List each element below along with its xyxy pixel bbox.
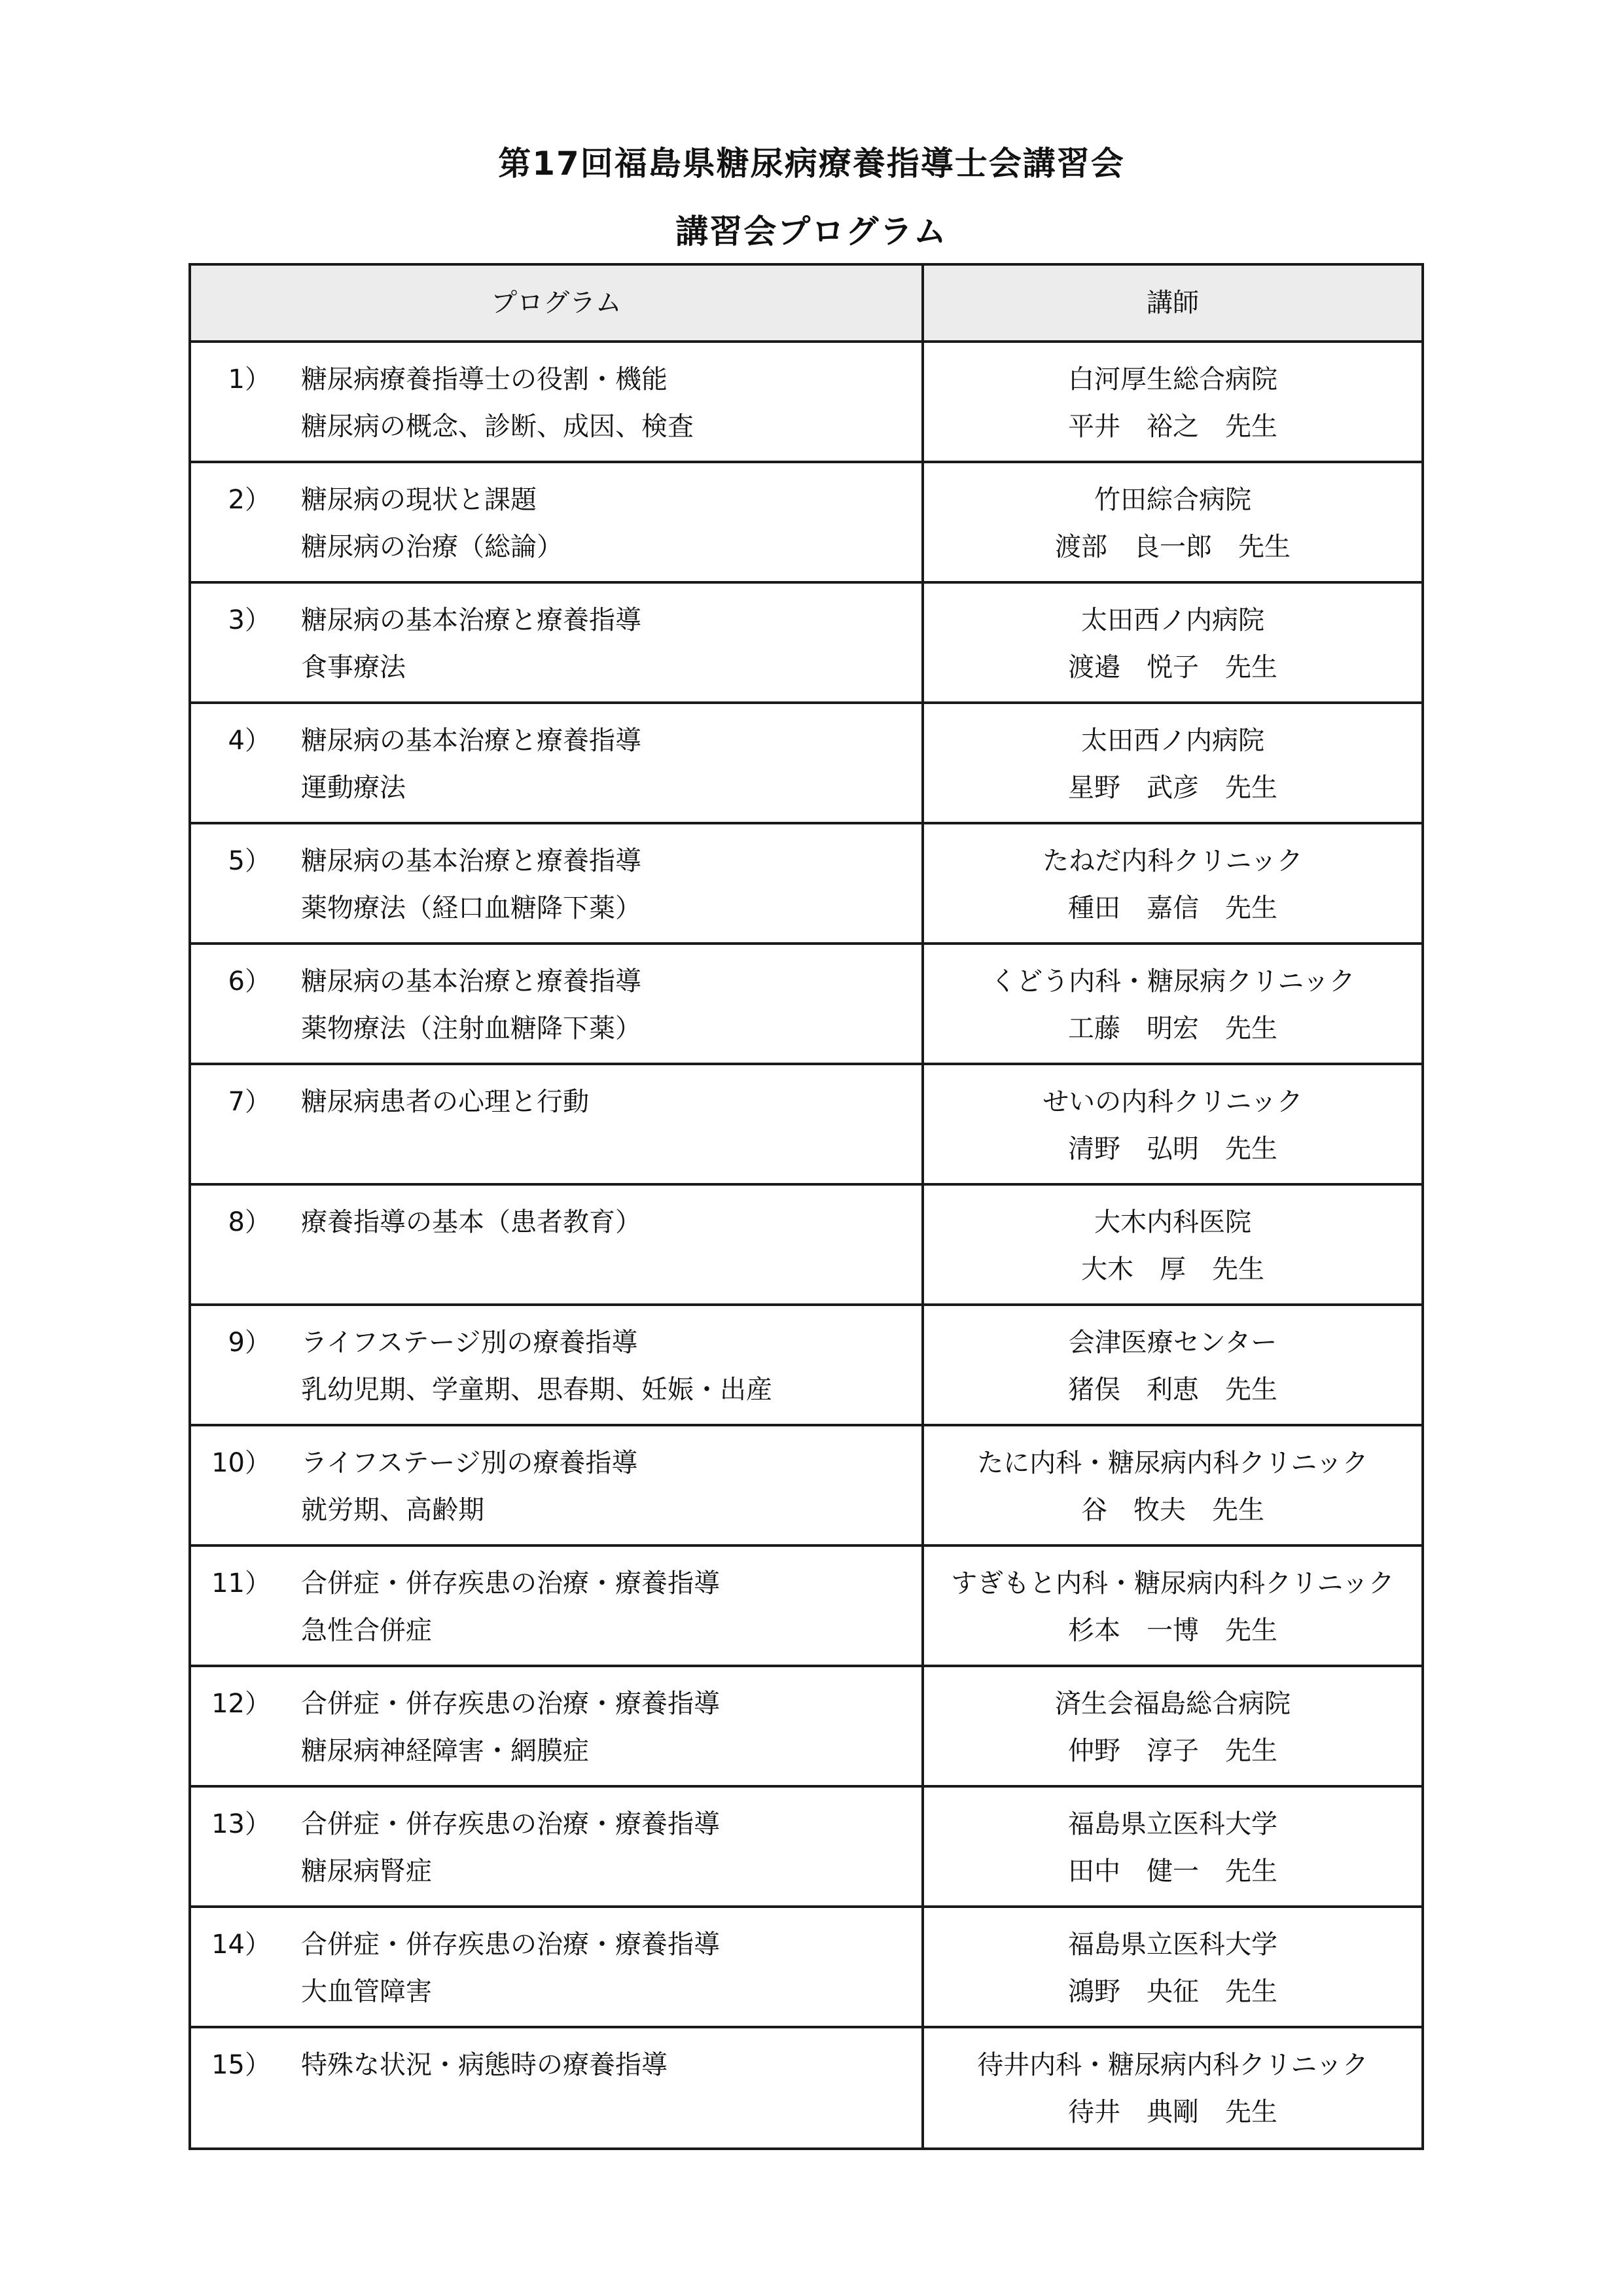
- document-title: 第17回福島県糖尿病療養指導士会講習会: [498, 145, 1125, 183]
- program-cell: [190, 2027, 923, 2149]
- program-topic-line1: ライフステージ別の療養指導: [301, 1328, 638, 1358]
- lecturer-name: 渡邉 悦子 先生: [1068, 652, 1277, 682]
- program-topic-line1: 合併症・併存疾患の治療・療養指導: [301, 1809, 720, 1839]
- lecturer-affiliation: 福島県立医科大学: [1068, 1930, 1277, 1960]
- program-cell: [190, 462, 923, 582]
- program-topic-line1: 療養指導の基本（患者教育）: [301, 1207, 641, 1237]
- lecturer-cell: [923, 823, 1423, 944]
- lecturer-cell: [923, 1425, 1423, 1545]
- lecturer-cell: [923, 944, 1423, 1064]
- table-row: [190, 703, 1423, 823]
- program-topic-line1: 合併症・併存疾患の治療・療養指導: [301, 1689, 720, 1719]
- program-number: 5）: [228, 846, 271, 876]
- program-number: 8）: [228, 1207, 271, 1237]
- lecturer-name: 大木 厚 先生: [1081, 1254, 1264, 1284]
- lecturer-affiliation: 待井内科・糖尿病内科クリニック: [977, 2050, 1368, 2080]
- program-number: 11）: [211, 1568, 271, 1598]
- lecturer-affiliation: 福島県立医科大学: [1068, 1809, 1277, 1839]
- table-header-row: [190, 264, 1423, 342]
- lecturer-affiliation: 太田西ノ内病院: [1081, 605, 1264, 635]
- lecturer-cell: [923, 582, 1423, 703]
- program-topic-line2: [301, 1246, 921, 1293]
- table-row: [190, 1425, 1423, 1545]
- lecturer-affiliation: 済生会福島総合病院: [1055, 1689, 1291, 1719]
- program-number: 12）: [211, 1689, 271, 1719]
- program-number: 4）: [228, 726, 271, 756]
- document-subtitle: 講習会プログラム: [675, 213, 948, 251]
- lecturer-affiliation: くどう内科・糖尿病クリニック: [990, 966, 1355, 997]
- program-topic-line2: 糖尿病の治療（総論）: [301, 532, 563, 562]
- lecturer-name: 渡部 良一郎 先生: [1055, 532, 1291, 562]
- program-cell: [190, 1786, 923, 1907]
- program-topic-line1: 合併症・併存疾患の治療・療養指導: [301, 1568, 720, 1598]
- table-row: [190, 582, 1423, 703]
- lecturer-name: 平井 裕之 先生: [1068, 412, 1277, 442]
- lecturer-affiliation: 大木内科医院: [1094, 1207, 1251, 1237]
- program-number: 10）: [211, 1448, 271, 1478]
- program-topic-line1: 糖尿病患者の心理と行動: [301, 1087, 589, 1117]
- program-topic-line2: [301, 2089, 921, 2136]
- program-topic-line2: 大血管障害: [301, 1977, 432, 2007]
- lecturer-cell: [923, 1184, 1423, 1305]
- lecturer-cell: [923, 703, 1423, 823]
- lecturer-affiliation: たねだ内科クリニック: [1043, 846, 1303, 876]
- program-cell: [190, 703, 923, 823]
- program-cell: [190, 1666, 923, 1786]
- lecturer-cell: [923, 1786, 1423, 1907]
- lecturer-cell: [923, 1064, 1423, 1184]
- lecturer-affiliation: 白河厚生総合病院: [1068, 364, 1277, 395]
- lecturer-cell: [923, 342, 1423, 462]
- program-topic-line1: 糖尿病の基本治療と療養指導: [301, 846, 641, 876]
- lecturer-name: 杉本 一博 先生: [1068, 1616, 1277, 1646]
- lecturer-affiliation: 太田西ノ内病院: [1081, 726, 1264, 756]
- lecturer-cell: [923, 462, 1423, 582]
- table-row: [190, 1786, 1423, 1907]
- program-number: 3）: [228, 605, 271, 635]
- program-topic-line2: 急性合併症: [301, 1616, 432, 1646]
- program-topic-line2: 運動療法: [301, 773, 406, 803]
- table-row: [190, 1545, 1423, 1666]
- program-table: [188, 263, 1424, 2150]
- lecturer-name: 清野 弘明 先生: [1068, 1134, 1277, 1164]
- program-cell: [190, 1305, 923, 1425]
- program-topic-line1: 特殊な状況・病態時の療養指導: [301, 2050, 668, 2080]
- table-row: [190, 2027, 1423, 2149]
- program-topic-line1: 糖尿病の基本治療と療養指導: [301, 966, 641, 997]
- lecturer-cell: [923, 1305, 1423, 1425]
- program-number: 9）: [228, 1328, 271, 1358]
- lecturer-cell: [923, 1545, 1423, 1666]
- program-topic-line2: 薬物療法（経口血糖降下薬）: [301, 893, 641, 923]
- lecturer-name: 猪俣 利恵 先生: [1068, 1375, 1277, 1405]
- program-topic-line1: 糖尿病の基本治療と療養指導: [301, 605, 641, 635]
- program-topic-line2: 糖尿病神経障害・網膜症: [301, 1736, 589, 1766]
- lecturer-affiliation: すぎもと内科・糖尿病内科クリニック: [951, 1568, 1395, 1598]
- lecturer-affiliation: 竹田綜合病院: [1094, 485, 1251, 515]
- table-row: [190, 342, 1423, 462]
- program-topic-line2: 薬物療法（注射血糖降下薬）: [301, 1014, 641, 1044]
- lecturer-name: 田中 健一 先生: [1068, 1856, 1277, 1886]
- program-topic-line1: 糖尿病の現状と課題: [301, 485, 537, 515]
- table-row: [190, 944, 1423, 1064]
- table-row: [190, 462, 1423, 582]
- lecturer-name: 種田 嘉信 先生: [1068, 893, 1277, 923]
- program-cell: [190, 1907, 923, 2027]
- header-lecturer: 講師: [923, 264, 1423, 342]
- table-row: [190, 1184, 1423, 1305]
- program-cell: [190, 823, 923, 944]
- program-cell: [190, 1425, 923, 1545]
- program-cell: [190, 944, 923, 1064]
- lecturer-name: 工藤 明宏 先生: [1068, 1014, 1277, 1044]
- table-row: [190, 823, 1423, 944]
- lecturer-affiliation: 会津医療センター: [1068, 1328, 1277, 1358]
- lecturer-cell: [923, 1666, 1423, 1786]
- program-cell: [190, 1064, 923, 1184]
- lecturer-name: 鴻野 央征 先生: [1068, 1977, 1277, 2007]
- lecturer-name: 待井 典剛 先生: [1068, 2097, 1277, 2127]
- table-body: [190, 342, 1423, 2149]
- table-row: [190, 1666, 1423, 1786]
- lecturer-cell: [923, 1907, 1423, 2027]
- program-number: 14）: [211, 1930, 271, 1960]
- program-cell: [190, 1545, 923, 1666]
- lecturer-name: 仲野 淳子 先生: [1068, 1736, 1277, 1766]
- program-number: 13）: [211, 1809, 271, 1839]
- program-topic-line2: 乳幼児期、学童期、思春期、妊娠・出産: [301, 1375, 772, 1405]
- table-row: [190, 1064, 1423, 1184]
- program-cell: [190, 582, 923, 703]
- program-number: 6）: [228, 966, 271, 997]
- lecturer-cell: [923, 2027, 1423, 2149]
- program-number: 2）: [228, 485, 271, 515]
- program-topic-line1: 糖尿病の基本治療と療養指導: [301, 726, 641, 756]
- program-topic-line1: 合併症・併存疾患の治療・療養指導: [301, 1930, 720, 1960]
- header-program: プログラム: [190, 264, 923, 342]
- lecturer-affiliation: たに内科・糖尿病内科クリニック: [977, 1448, 1368, 1478]
- program-topic-line2: 就労期、高齢期: [301, 1495, 484, 1525]
- program-topic-line2: [301, 1125, 921, 1173]
- table-row: [190, 1305, 1423, 1425]
- program-topic-line1: 糖尿病療養指導士の役割・機能: [301, 364, 668, 395]
- program-topic-line2: 食事療法: [301, 652, 406, 682]
- program-topic-line2: 糖尿病の概念、診断、成因、検査: [301, 412, 694, 442]
- program-cell: [190, 1184, 923, 1305]
- program-number: 15）: [211, 2050, 271, 2080]
- lecturer-name: 星野 武彦 先生: [1068, 773, 1277, 803]
- program-topic-line2: 糖尿病腎症: [301, 1856, 432, 1886]
- lecturer-affiliation: せいの内科クリニック: [1043, 1087, 1303, 1117]
- program-topic-line1: ライフステージ別の療養指導: [301, 1448, 638, 1478]
- program-number: 7）: [228, 1087, 271, 1117]
- table-row: [190, 1907, 1423, 2027]
- lecturer-name: 谷 牧夫 先生: [1081, 1495, 1264, 1525]
- program-cell: [190, 342, 923, 462]
- program-number: 1）: [228, 364, 271, 395]
